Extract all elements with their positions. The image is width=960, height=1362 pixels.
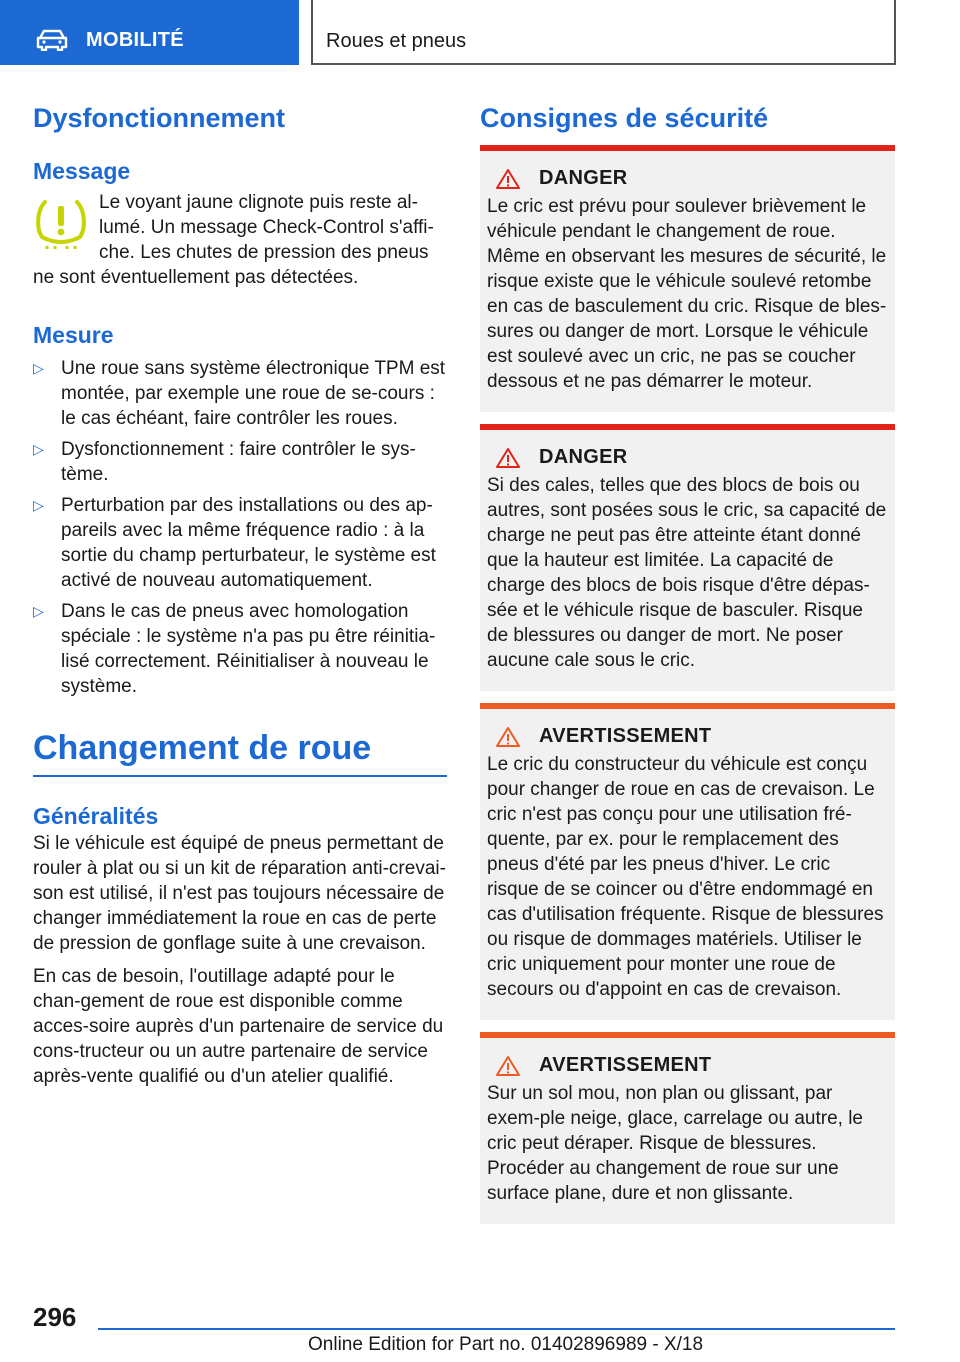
box-color-bar — [480, 703, 895, 709]
box-color-bar — [480, 145, 895, 151]
list-item — [33, 437, 447, 487]
message-heading: Message — [33, 158, 131, 184]
message-line: che. Les chutes de pression des pneus — [99, 242, 429, 263]
warning-box — [480, 703, 895, 1020]
box-level: AVERTISSEMENT — [539, 725, 712, 747]
warning-box — [480, 1032, 895, 1224]
warning-triangle-icon — [495, 447, 521, 469]
change-title: Changement de roue — [33, 729, 372, 767]
list-item-text: Perturbation par des installations ou des ap-pareils avec la même fréquence radio : à la sortie du champ perturbateur, le système est activé de nouveau automatiquement. — [61, 495, 436, 591]
section-tab-mobilite[interactable] — [0, 0, 299, 65]
box-color-bar — [480, 1032, 895, 1038]
danger-box — [480, 424, 895, 691]
mesure-list — [33, 356, 447, 699]
box-text: Si des cales, telles que des blocs de bois ou autres, sont posées sous le cric, sa capacité de charge ne peut pas être atteinte étant donné que la hauteur est limitée. La capacité de charge des blocs de bois risque d'être dépas-sée et le véhicule risque de basculer. Risque de blessures ou danger de mort. Ne poser aucune cale sous le cric. — [487, 475, 887, 671]
title-divider — [33, 775, 447, 777]
generalites-heading: Généralités — [33, 803, 159, 829]
chapter-header — [311, 0, 896, 65]
page-number: 296 — [33, 1302, 77, 1332]
left-column — [33, 100, 447, 1089]
triangle-bullet-icon: ▷ — [33, 441, 44, 457]
box-level: AVERTISSEMENT — [539, 1054, 712, 1076]
message-text — [33, 190, 447, 290]
message-line: Le voyant jaune clignote puis reste al- — [99, 192, 418, 213]
safety-title: Consignes de sécurité — [480, 103, 769, 133]
list-item — [33, 356, 447, 431]
warning-triangle-icon — [495, 1055, 521, 1077]
triangle-bullet-icon: ▷ — [33, 497, 44, 513]
tire-pressure-warning-icon — [33, 194, 89, 250]
mesure-heading: Mesure — [33, 322, 114, 348]
box-text: Le cric du constructeur du véhicule est conçu pour changer de roue en cas de crevaison. Le cric n'est pas conçu pour une utilisation fré-quente, par ex. pour le remplacement des pneus d'été par les pneus d'hiver. Le cric risque de se coincer ou d'être endommagé en cas d'utilisation fréquente. Risque de blessures ou risque de dommages matériels. Utiliser le cric uniquement pour monter une roue de secours ou d'appoint en cas de crevaison. — [487, 754, 884, 1000]
warning-triangle-icon — [495, 726, 521, 748]
danger-box — [480, 145, 895, 412]
message-block — [33, 190, 447, 290]
box-text: Le cric est prévu pour soulever brièvement le véhicule pendant le changement de roue. Même en observant les mesures de sécurité, le risque existe que le véhicule soulevé retombe en cas de basculement du cric. Risque de bles-sures ou danger de mort. Lorsque le véhicule est soulevé avec un cric, ne pas se coucher dessous et ne pas démarrer le moteur. — [487, 196, 887, 392]
list-item — [33, 599, 447, 699]
message-line: lumé. Un message Check-Control s'affi- — [99, 217, 434, 238]
warning-triangle-icon — [495, 168, 521, 190]
box-color-bar — [480, 424, 895, 430]
list-item-text: Une roue sans système électronique TPM est montée, par exemple une roue de se-cours : le cas échéant, faire contrôler les roues. — [61, 358, 446, 429]
box-level: DANGER — [539, 446, 628, 468]
triangle-bullet-icon: ▷ — [33, 603, 44, 619]
edition-note: Online Edition for Part no. 01402896989 - X/18 — [308, 1334, 704, 1355]
box-level: DANGER — [539, 167, 628, 189]
footer-divider — [98, 1328, 895, 1330]
section-label: MOBILITÉ — [86, 29, 184, 51]
message-line: ne sont éventuellement pas détectées. — [33, 267, 359, 288]
list-item — [33, 493, 447, 593]
generalites-paragraph-2: En cas de besoin, l'outillage adapté pour le chan-gement de roue est disponible comme acces-soire auprès d'un partenaire de service du cons-tructeur ou un autre partenaire de service après-vente qualifié ou d'un atelier qualifié. — [33, 966, 444, 1087]
dysfonction-title: Dysfonctionnement — [33, 103, 286, 133]
generalites-paragraph-1: Si le véhicule est équipé de pneus permettant de rouler à plat ou si un kit de réparation anti-crevai-son est utilisé, il n'est pas toujours nécessaire de changer immédiatement la roue en cas de perte de pression de gonflage suite à une crevaison. — [33, 833, 446, 954]
list-item-text: Dans le cas de pneus avec homologation spéciale : le système n'a pas pu être réinitia-lisé correctement. Réinitialiser à nouveau le système. — [61, 601, 436, 697]
right-column — [480, 100, 895, 1236]
safety-boxes — [480, 145, 895, 1224]
triangle-bullet-icon: ▷ — [33, 360, 44, 376]
chapter-label: Roues et pneus — [326, 30, 467, 52]
box-text: Sur un sol mou, non plan ou glissant, par exem-ple neige, glace, carrelage ou autre, le cric peut déraper. Risque de blessures. Procéder au changement de roue sur une surface plane, dure et non glissante. — [487, 1083, 864, 1204]
list-item-text: Dysfonctionnement : faire contrôler le sys-tème. — [61, 439, 416, 485]
car-icon — [36, 29, 68, 51]
